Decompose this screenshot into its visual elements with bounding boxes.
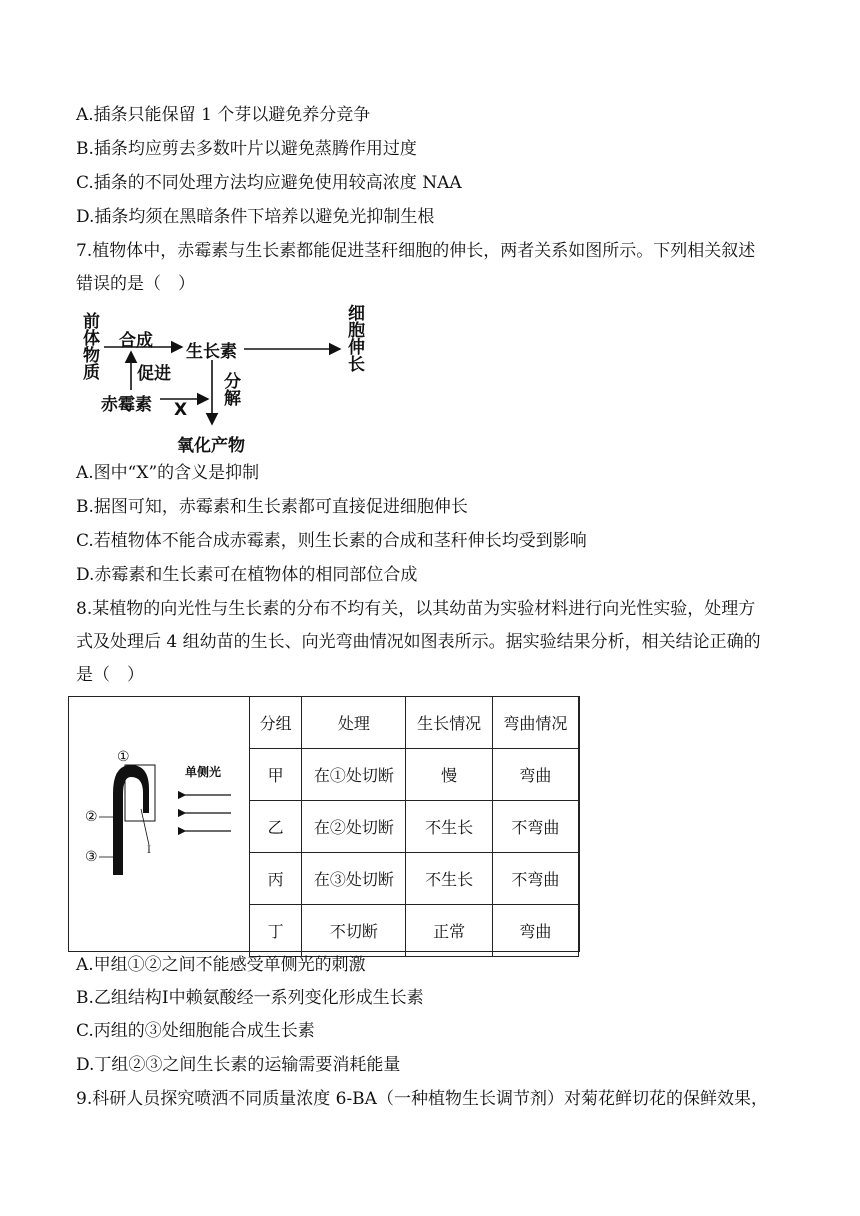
q8-option-d: D.丁组②③之间生长素的运输需要消耗能量 — [76, 1055, 401, 1075]
q8-results-table — [249, 696, 579, 957]
q7-option-c: C.若植物体不能合成赤霉素，则生长素的合成和茎秆伸长均受到影响 — [76, 531, 587, 551]
table-cell: 在①处切断 — [302, 749, 406, 801]
diagram-precursor: 前体物质 — [79, 312, 99, 380]
diagram-synthesis: 合成 — [119, 331, 153, 351]
q8-option-b: B.乙组结构Ⅰ中赖氨酸经一系列变化形成生长素 — [76, 988, 424, 1008]
table-cell: 慢 — [406, 749, 492, 801]
mark-i: I — [147, 845, 151, 856]
q7-option-a: A.图中“X”的含义是抑制 — [76, 463, 260, 483]
q7-option-d: D.赤霉素和生长素可在植物体的相同部位合成 — [76, 565, 418, 585]
table-header: 生长情况 — [406, 697, 492, 749]
table-cell: 丙 — [250, 853, 302, 905]
q9-stem-line1: 9.科研人员探究喷洒不同质量浓度 6-BA（一种植物生长调节剂）对菊花鲜切花的保鲜效果， — [76, 1089, 768, 1109]
q7-option-b: B.据图可知，赤霉素和生长素都可直接促进细胞伸长 — [76, 497, 468, 517]
diagram-promote: 促进 — [137, 364, 171, 384]
q6-option-b: B.插条均应剪去多数叶片以避免蒸腾作用过度 — [76, 139, 417, 159]
table-cell: 不弯曲 — [492, 801, 578, 853]
table-cell: 弯曲 — [492, 905, 578, 957]
diagram-auxin: 生长素 — [186, 342, 237, 362]
q7-stem-line1: 7.植物体中，赤霉素与生长素都能促进茎秆细胞的伸长，两者关系如图所示。下列相关叙述 — [76, 241, 756, 261]
table-cell: 丁 — [250, 905, 302, 957]
table-cell: 正常 — [406, 905, 492, 957]
table-row — [250, 749, 579, 801]
diagram-arrows — [0, 0, 860, 470]
table-header: 处理 — [302, 697, 406, 749]
q8-figure — [68, 696, 580, 952]
table-cell: 弯曲 — [492, 749, 578, 801]
table-cell: 乙 — [250, 801, 302, 853]
mark-2: ② — [85, 809, 98, 825]
table-header: 弯曲情况 — [492, 697, 578, 749]
diagram-oxidation-product: 氧化产物 — [177, 436, 245, 456]
q7-stem-line2: 错误的是（ ） — [76, 274, 195, 294]
mark-1: ① — [117, 749, 130, 765]
q8-stem-line1: 8.某植物的向光性与生长素的分布不均有关，以其幼苗为实验材料进行向光性实验，处理方 — [76, 599, 756, 619]
diagram-x-label: X — [174, 400, 188, 420]
q8-stem-line2: 式及处理后 4 组幼苗的生长、向光弯曲情况如图表所示。据实验结果分析，相关结论正确的 — [76, 632, 761, 652]
diagram-decompose: 分解 — [220, 372, 240, 406]
light-label: 单侧光 — [185, 765, 222, 779]
table-row — [250, 801, 579, 853]
diagram-gibberellin: 赤霉素 — [101, 395, 152, 415]
q6-option-d: D.插条均须在黑暗条件下培养以避免光抑制生根 — [76, 207, 435, 227]
table-row — [250, 853, 579, 905]
table-cell: 不切断 — [302, 905, 406, 957]
q6-option-c: C.插条的不同处理方法均应避免使用较高浓度 NAA — [76, 173, 462, 193]
q8-option-c: C.丙组的③处细胞能合成生长素 — [76, 1021, 315, 1041]
table-cell: 不生长 — [406, 853, 492, 905]
table-cell: 不生长 — [406, 801, 492, 853]
table-row — [250, 905, 579, 957]
table-cell: 不弯曲 — [492, 853, 578, 905]
table-header: 分组 — [250, 697, 302, 749]
mark-3: ③ — [85, 849, 98, 865]
q8-stem-line3: 是（ ） — [76, 665, 144, 685]
table-cell: 在③处切断 — [302, 853, 406, 905]
diagram-cell-elongation: 细胞伸长 — [344, 304, 364, 372]
q8-option-a: A.甲组①②之间不能感受单侧光的刺激 — [76, 955, 366, 975]
q6-option-a: A.插条只能保留 1 个芽以避免养分竞争 — [76, 105, 371, 125]
table-header-row — [250, 697, 579, 749]
table-cell: 甲 — [250, 749, 302, 801]
table-cell: 在②处切断 — [302, 801, 406, 853]
